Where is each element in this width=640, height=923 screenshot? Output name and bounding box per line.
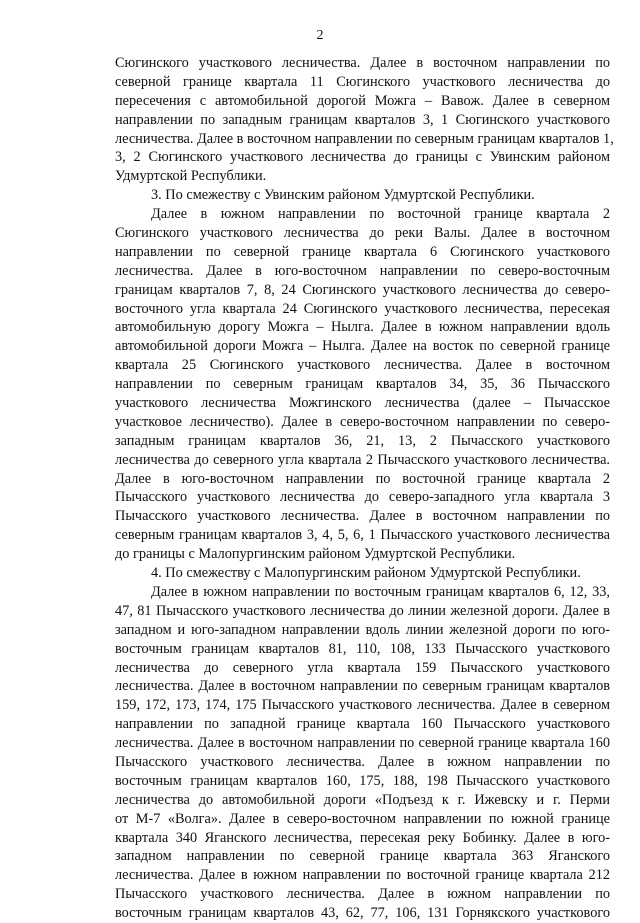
text-line: от М-7 «Волга». Далее в северо-восточном направлении по южной границе: [115, 810, 610, 827]
text-line: восточного угла квартала 24 Сюгинского участкового лесничества, пересекая: [115, 300, 610, 317]
text-line: восточным границам кварталов 43, 62, 77, 106, 131 Горнякского участкового: [115, 905, 610, 922]
text-line: лесничества. Далее в восточном направлении по северной границе квартала 160: [115, 735, 610, 752]
text-line: 3. По смежеству с Увинским районом Удмуртской Республики.: [151, 187, 535, 204]
text-line: квартала 25 Сюгинского участкового лесничества. Далее в восточном: [115, 357, 610, 374]
text-line: Сюгинского участкового лесничества. Далее в восточном направлении по: [115, 55, 610, 71]
text-line: Пычасского участкового лесничества до северо-западного угла квартала 3: [115, 489, 610, 506]
text-line: восточным границам кварталов 160, 175, 188, 198 Пычасского участкового: [115, 772, 610, 789]
text-line: лесничества. Далее в восточном направлении по северным границам кварталов: [115, 678, 610, 695]
text-line: Сюгинского участкового лесничества до реки Валы. Далее в восточном: [115, 225, 610, 242]
text-line: лесничества. Далее в южном направлении по восточной границе квартала 212: [115, 867, 610, 884]
text-line: направлении по северной границе квартала 6 Сюгинского участкового: [115, 243, 610, 260]
text-line: лесничества. Далее в восточном направлении по северным границам кварталов 1,: [115, 130, 614, 147]
text-line: направлении по северным границам кварталов 34, 35, 36 Пычасского: [115, 376, 610, 393]
text-line: автомобильной дороги Можга – Нылга. Далее на восток по северной границе: [115, 338, 610, 355]
text-line: 159, 172, 173, 174, 175 Пычасского участкового лесничества. Далее в северном: [115, 697, 610, 714]
page-number: 2: [316, 28, 324, 43]
text-line: направлении по западным границам кварталов 3, 1 Сюгинского участкового: [115, 111, 610, 128]
text-line: лесничества. Далее в юго-восточном направлении по северо-восточным: [115, 262, 610, 279]
text-line: Далее в юго-восточном направлении по восточной границе квартала 2: [115, 470, 610, 487]
document-body: [115, 54, 614, 923]
text-line: направлении по западной границе квартала 160 Пычасского участкового: [115, 716, 610, 733]
text-line: Далее в южном направлении по восточной границе квартала 2: [151, 206, 610, 223]
text-line: северной границе квартала 11 Сюгинского участкового лесничества до: [115, 73, 610, 90]
text-line: Пычасского участкового лесничества. Далее в южном направлении по: [115, 753, 610, 770]
text-line: лесничества до северного угла квартала 159 Пычасского участкового: [115, 659, 610, 676]
text-line: северным границам кварталов 3, 4, 5, 6, 1 Пычасского участкового лесничества: [115, 527, 610, 544]
text-line: автомобильную дорогу Можга – Нылга. Далее в южном направлении вдоль: [115, 319, 610, 336]
text-line: западном направлении по северной границе квартала 363 Яганского: [115, 848, 610, 865]
text-line: Далее в южном направлении по восточным границам кварталов 6, 12, 33,: [151, 583, 610, 600]
text-line: Пычасского участкового лесничества. Далее в южном направлении по: [115, 886, 610, 903]
text-line: 3, 2 Сюгинского участкового лесничества до границы с Увинским районом: [115, 149, 610, 166]
text-line: 4. По смежеству с Малопургинским районом Удмуртской Республики.: [151, 565, 581, 582]
text-line: границам кварталов 7, 8, 24 Сюгинского участкового лесничества до северо-: [115, 281, 610, 298]
text-line: Пычасского участкового лесничества. Далее в восточном направлении по: [115, 508, 610, 525]
text-line: лесничества до северного угла квартала 2 Пычасского участкового лесничества.: [115, 451, 610, 468]
text-line: западным границам кварталов 36, 21, 13, 2 Пычасского участкового: [115, 432, 610, 449]
text-line: западном и юго-западном направлении вдоль линии железной дороги по юго-: [115, 621, 610, 638]
text-line: участкового лесничества Можгинского лесничества (далее – Пычасское: [115, 395, 610, 412]
text-line: лесничества до автомобильной дороги «Подъезд к г. Ижевску и г. Перми: [115, 791, 610, 808]
text-line: участковое лесничество). Далее в северо-восточном направлении по северо-: [115, 413, 610, 430]
text-line: до границы с Малопургинским районом Удмуртской Республики.: [115, 546, 516, 563]
text-line: квартала 340 Яганского лесничества, пересекая реку Бобинку. Далее в юго-: [115, 829, 610, 846]
text-line: пересечения с автомобильной дорогой Можга – Вавож. Далее в северном: [115, 92, 610, 109]
text-line: 47, 81 Пычасского участкового лесничества до линии железной дороги. Далее в: [115, 602, 610, 619]
text-line: восточным границам кварталов 81, 110, 108, 133 Пычасского участкового: [115, 640, 610, 657]
text-line: Удмуртской Республики.: [115, 168, 267, 185]
